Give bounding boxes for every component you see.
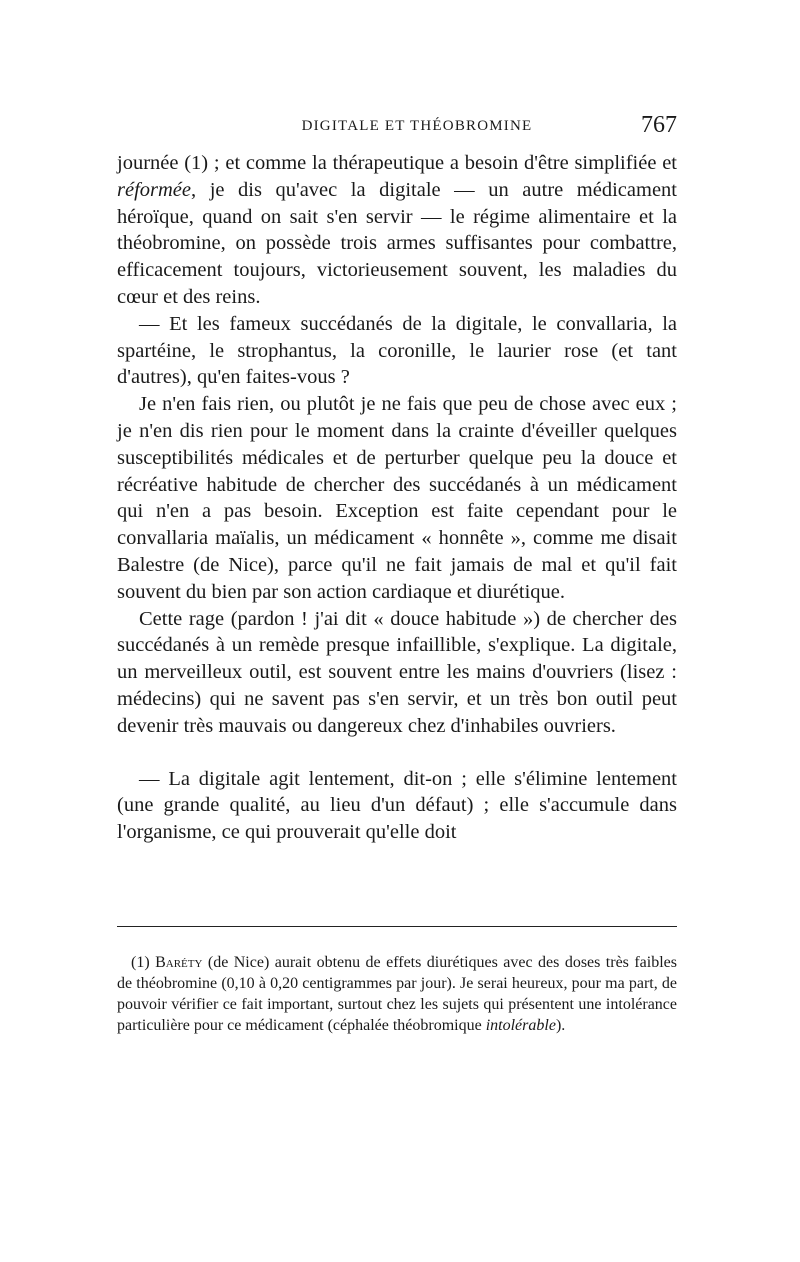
footnote-marker: (1) [131, 954, 156, 971]
footnote-text-a: (de Nice) aurait obtenu de effets diurétiques avec des doses très faibles de théobromine (0,10 à 0,20 centigrammes par jour). Je serai heureux, pour ma part, de pouvoir vérifier ce fait important, surtout chez les sujets qui présentent une intolérance particulière pour ce médicament (céphalée théobromique [117, 954, 677, 1034]
paragraph-3: Je n'en fais rien, ou plutôt je ne fais que peu de chose avec eux ; je n'en dis rien pour le moment dans la crainte d'éveiller quelques susceptibilités médicales et de perturber quelque peu la douce et récréative habitude de chercher des succédanés à un médicament qui n'en a pas besoin. Exception est faite cependant pour le convallaria maïalis, un médicament « honnête », comme me disait Balestre (de Nice), parce qu'il ne fait jamais de mal et qu'il fait souvent du bien par son action cardiaque et diurétique. [117, 393, 677, 603]
paragraph-1-text-b: , je dis qu'avec la digitale — un autre médicament héroïque, quand on sait s'en servir — le régime alimentaire et la théobromine, on possède trois armes suffisantes pour combattre, efficacement toujours, victorieusement souvent, les maladies du cœur et des reins. [117, 178, 677, 308]
footnote-text-b: ). [555, 1017, 566, 1034]
footnotes [117, 952, 677, 1036]
paragraph-1-emphasis: réformée [117, 178, 192, 201]
page-number: 767 [641, 112, 677, 138]
footnote-emphasis: intolérable [485, 1017, 556, 1034]
page-header [117, 112, 677, 142]
footnote-1 [117, 952, 677, 1036]
paragraph-1 [117, 150, 677, 311]
paragraph-4: Cette rage (pardon ! j'ai dit « douce habitude ») de chercher des succédanés à un remède presque infaillible, s'explique. La digitale, un merveilleux outil, est souvent entre les mains d'ouvriers (lisez : médecins) qui ne savent pas s'en servir, et un très bon outil peut devenir très mauvais ou dangereux chez d'inhabiles ouvriers. [117, 607, 677, 737]
main-text [117, 150, 677, 846]
paragraph-5: — La digitale agit lentement, dit-on ; elle s'élimine lentement (une grande qualité, au lieu d'un défaut) ; elle s'accumule dans l'organisme, ce qui prouverait qu'elle doit [117, 767, 677, 844]
running-title: DIGITALE ET THÉOBROMINE [301, 118, 533, 134]
footnote-author: Baréty [155, 954, 203, 971]
paragraph-2: — Et les fameux succédanés de la digitale, le convallaria, la spartéine, le strophantus, la coronille, le laurier rose (et tant d'autres), qu'en faites-vous ? [117, 312, 677, 389]
paragraph-1-text-a: journée (1) ; et comme la thérapeutique a besoin d'être simplifiée et [117, 152, 677, 174]
footnote-divider [117, 926, 677, 927]
